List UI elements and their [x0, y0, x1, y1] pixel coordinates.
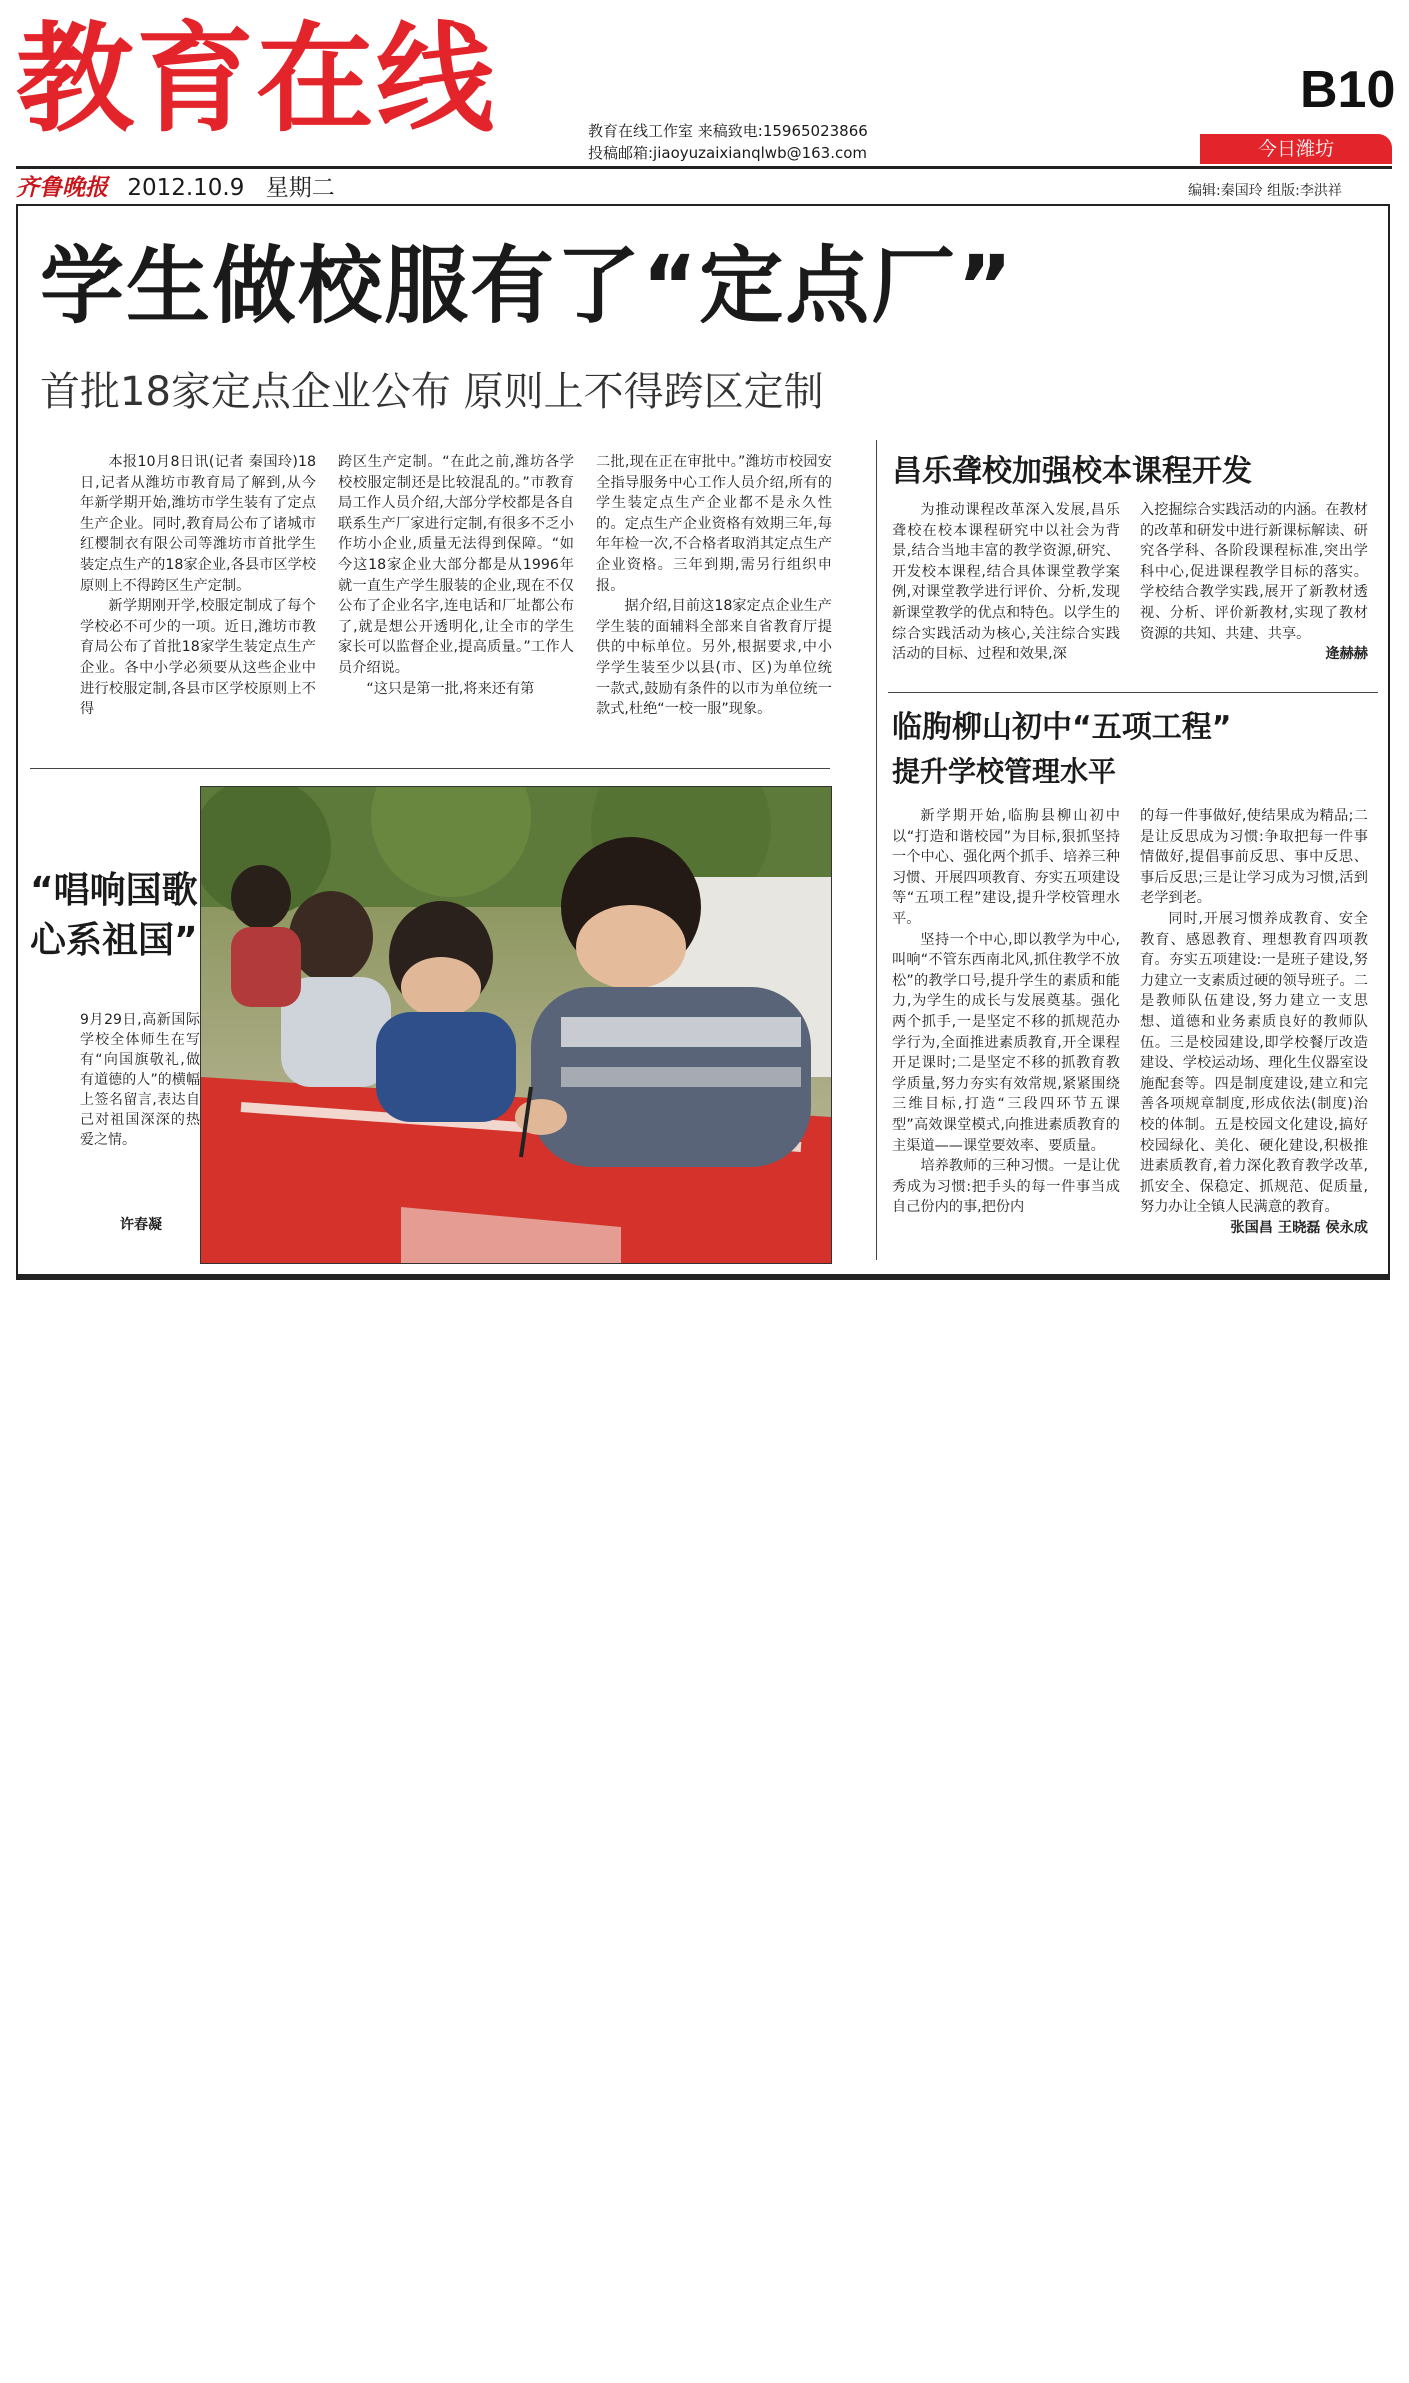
main-story-col3 [596, 452, 832, 720]
paragraph: 入挖掘综合实践活动的内涵。在教材的改革和研发中进行新课标解读、研究各学科、各阶段课程标准,突出学科中心,促进课程教学目标的落实。学校结合教学实践,展开了新教材透视、分析、评价新教材,实现了教材资源的共知、共建、共享。 [1140, 502, 1368, 642]
paragraph: 的每一件事做好,使结果成为精品;二是让反思成为习惯:争取把每一件事情做好,提倡事前反思、事中反思、事后反思;三是让学习成为习惯,活到老学到老。 [1140, 808, 1368, 907]
story2-col1 [892, 500, 1120, 665]
office-contact [588, 120, 868, 164]
paragraph: 新学期刚开学,校服定制成了每个学校必不可少的一项。近日,潍坊市教育局公布了首批18家学生装定点生产企业。各中小学必须要从这些企业中进行校服定制,各县市区学校原则上不得 [80, 598, 316, 718]
main-story-col2 [338, 452, 574, 699]
story2-headline: 昌乐聋校加强校本课程开发 [892, 454, 1252, 489]
story2-byline: 逄赫赫 [1325, 646, 1368, 663]
page-number: B10 [1300, 61, 1396, 119]
issue-date: 2012.10.9 [127, 175, 245, 201]
story3-col1 [892, 806, 1120, 1218]
paragraph: 本报10月8日讯(记者 秦国玲)18日,记者从潍坊市教育局了解到,从今年新学期开始,潍坊市学生装有了定点生产企业。同时,教育局公布了诸城市红樱制衣有限公司等潍坊市首批学生装定点生产的18家企业,各县市区学校原则上不得跨区生产定制。 [80, 454, 316, 594]
photo-story-title: “唱响国歌 心系祖国” [30, 870, 198, 961]
photo-caption: 9月29日,高新国际学校全体师生在写有“向国旗敬礼,做有道德的人”的横幅上签名留言,表达自己对祖国深深的热爱之情。 [80, 1012, 200, 1148]
story3-headline-line2: 提升学校管理水平 [892, 755, 1117, 788]
section-tab: 今日潍坊 [1200, 134, 1392, 164]
story3-headline-line1: 临朐柳山初中“五项工程” [892, 710, 1232, 745]
story3-byline: 张国昌 王晓磊 侯永成 [1230, 1219, 1368, 1236]
story-divider [888, 692, 1378, 693]
date-bar [16, 174, 335, 202]
paper-logo: 齐鲁晚报 [16, 174, 108, 201]
main-subheadline: 首批18家定点企业公布 原则上不得跨区定制 [40, 369, 824, 415]
column-divider [876, 440, 877, 1260]
news-photo [200, 786, 832, 1264]
paragraph: 据介绍,目前这18家定点企业生产学生装的面辅料全部来自省教育厅提供的中标单位。另外,根据要求,中小学学生装至少以县(市、区)为单位统一款式,鼓励有条件的以市为单位统一款式,杜绝“一校一服”现象。 [596, 598, 832, 718]
office-phone: 教育在线工作室 来稿致电:15965023866 [588, 122, 868, 140]
children-signing-illustration [201, 787, 831, 1263]
paragraph: 同时,开展习惯养成教育、安全教育、感恩教育、理想教育四项教育。夯实五项建设:一是班子建设,努力建立一支素质过硬的领导班子。二是教师队伍建设,努力建立一支思想、道德和业务素质良好的教师队伍。三是校园建设,即学校餐厅改造建设、学校运动场、理化生仪器室设施配套等。四是制度建设,建立和完善各项规章制度,形成依法(制度)治校的体制。五是校园文化建设,搞好校园绿化、美化、硬化建设,积极推进素质教育,着力深化教育教学改革,抓安全、保稳定、抓规范、促质量,努力办让全镇人民满意的教育。 [1140, 910, 1368, 1216]
paragraph: 为推动课程改革深入发展,昌乐聋校在校本课程研究中以社会为背景,结合当地丰富的教学资源,研究、开发校本课程,结合具体课堂教学案例,对课堂教学进行评价、分析,发现新课堂教学的优点和特色。以学生的综合实践活动为核心,关注综合实践活动的目标、过程和效果,深 [892, 502, 1120, 663]
paragraph: “这只是第一批,将来还有第 [366, 680, 535, 697]
column-divider [30, 768, 830, 769]
editors-line: 编辑:秦国玲 组版:李洪祥 [1188, 183, 1342, 199]
story3-col2 [1140, 806, 1368, 1238]
paragraph: 二批,现在正在审批中。”潍坊市校园安全指导服务中心工作人员介绍,所有的学生装定点生产企业都不是永久性的。定点生产企业资格有效期三年,每年年检一次,不合格者取消其定点生产企业资格。三年到期,需另行组织申报。 [596, 454, 832, 594]
issue-weekday: 星期二 [265, 175, 335, 201]
office-email: 投稿邮箱:jiaoyuzaixianqlwb@163.com [588, 144, 868, 162]
main-story-col1 [80, 452, 316, 720]
masthead-title: 教育在线 [16, 10, 497, 148]
masthead-rule [16, 166, 1392, 169]
paragraph: 培养教师的三种习惯。一是让优秀成为习惯:把手头的每一件事当成自己份内的事,把份内 [892, 1158, 1120, 1216]
story2-col2 [1140, 500, 1368, 665]
paragraph: 跨区生产定制。“在此之前,潍坊各学校校服定制还是比较混乱的。”市教育局工作人员介绍,大部分学校都是各自联系生产厂家进行定制,有很多不乏小作坊小企业,质量无法得到保障。“如今这18家企业大部分都是从1996年就一直生产学生服装的企业,现在不仅公布了企业名字,连电话和厂址都公布了,就是想公开透明化,让全市的学生家长可以监督企业,提高质量。”工作人员介绍说。 [338, 454, 574, 676]
photo-byline: 许春凝 [120, 1217, 162, 1233]
paragraph: 坚持一个中心,即以教学为中心,叫响“不管东西南北风,抓住教学不放松”的教学口号,提升学生的素质和能力,为学生的成长与发展奠基。强化两个抓手,一是坚定不移的抓规范办学行为,全面推进素质教育,开全课程开足课时;二是坚定不移的抓教育教学质量,努力夯实有效常规,紧紧围绕三维目标,打造“三段四环节五课型”高效课堂模式,向推进素质教育的主渠道——课堂要效率、要质量。 [892, 931, 1120, 1154]
main-headline: 学生做校服有了“定点厂” [40, 237, 1015, 335]
paragraph: 新学期开始,临朐县柳山初中以“打造和谐校园”为目标,狠抓坚持一个中心、强化两个抓手、培养三种习惯、开展四项教育、夯实五项建设等“五项工程”建设,提升学校管理水平。 [892, 808, 1120, 927]
